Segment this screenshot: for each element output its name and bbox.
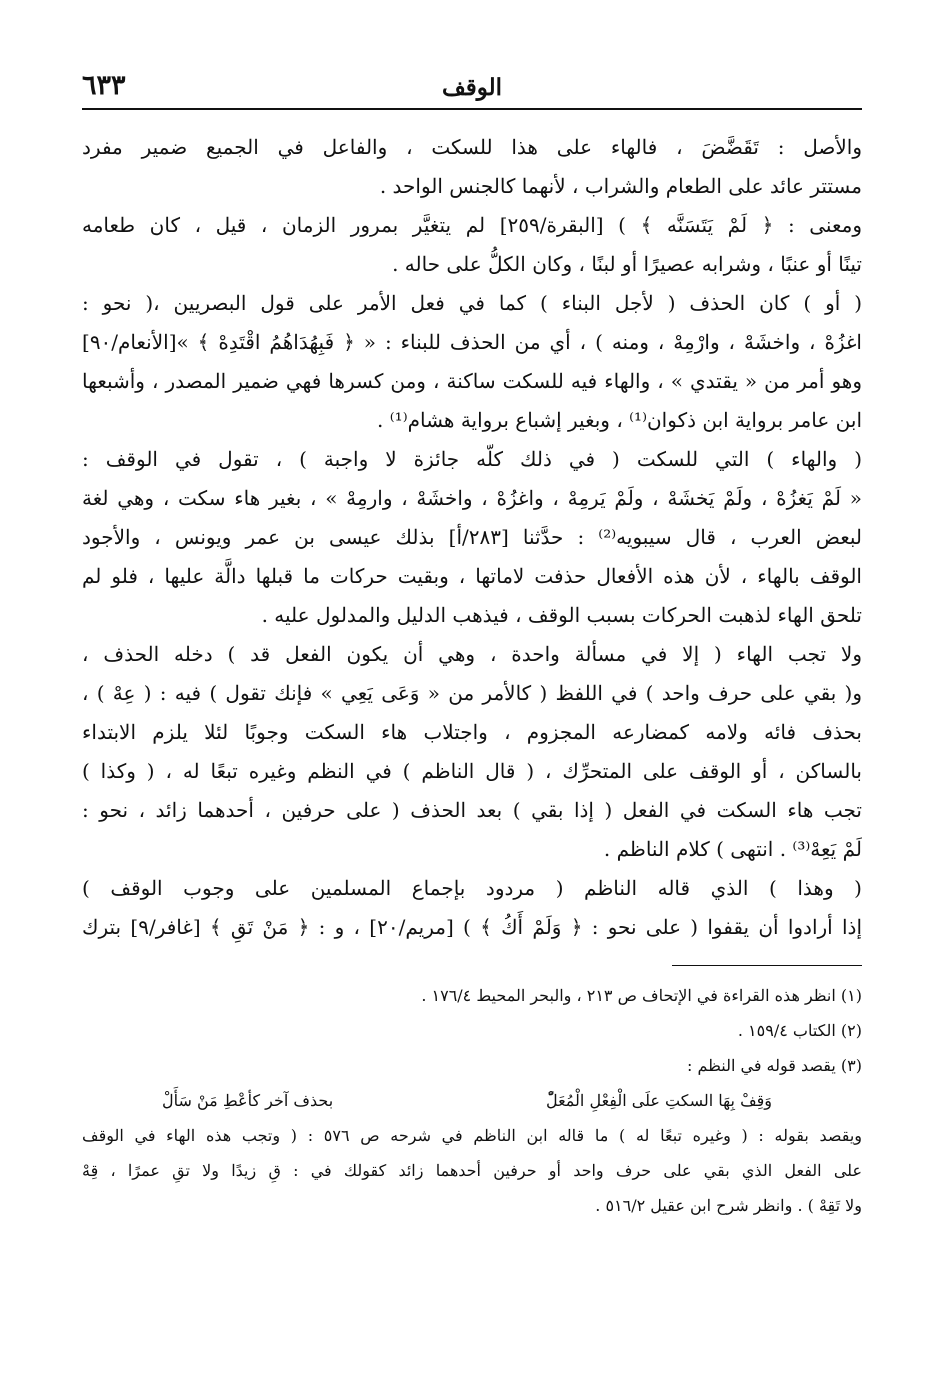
book-page: [82, 62, 862, 1223]
text-line: لَمْ يَعِهْ⁽³⁾ . انتهى ) كلام الناظم .: [603, 837, 862, 861]
text-line: بحذف فائه ولامه كمضارعه المجزوم ، واجتلاب هاء السكت وجوبًا لئلا يلزم الابتداء: [82, 720, 862, 744]
text-line: ومعنى : ﴿ لَمْ يَتَسَنَّه ﴾ ) [البقرة/٢٥٩] لم يتغيَّر بمرور الزمان ، قيل ، كان طعامه: [82, 213, 862, 237]
text-line: إذا أرادوا أن يقفوا ( على نحو : ﴿ وَلَمْ أَكُ ﴾ ) [مريم/٢٠] ، و : ﴿ مَنْ تَقِ ﴾ [غافر/٩] بترك: [82, 915, 862, 939]
poem-verse: [82, 1083, 862, 1118]
footnote-line: على الفعل الذي بقي على حرف واحد أو حرفين أحدهما زائد كقولك في : قِ زيدًا ولا تقِ عمرًا ، قِهْ: [82, 1161, 862, 1180]
text-line: ( وهذا ) الذي قاله الناظم ( مردود بإجماع المسلمين على وجوب الوقف ): [82, 876, 862, 900]
text-line: ( والهاء ) التي للسكت ( في ذلك كلّه جائزة لا واجبة ) ، تقول في الوقف :: [82, 447, 862, 471]
footnote-separator: [672, 965, 862, 966]
main-text: [82, 128, 862, 947]
footnotes: [82, 978, 862, 1223]
text-line: والأصل : تَقَضَّضَ ، فالهاء على هذا للسكت ، والفاعل في الجميع ضمير مفرد: [82, 135, 862, 159]
text-line: ابن عامر برواية ابن ذكوان⁽¹⁾ ، وبغير إشباع برواية هشام⁽¹⁾ .: [377, 408, 862, 432]
text-line: تينًا أو عنبًا ، وشرابه عصيرًا أو لبنًا ، وكان الكلُّ على حاله .: [392, 252, 862, 276]
text-line: ولا تجب الهاء ( إلا في مسألة واحدة ، وهي أن يكون الفعل قد ) دخله الحذف ،: [82, 642, 862, 666]
text-line: الوقف بالهاء ، لأن هذه الأفعال حذفت لاماتها ، وبقيت حركات ما قبلها دالَّة عليها ، فلو لم: [82, 564, 862, 588]
text-line: لبعض العرب ، قال سيبويه⁽²⁾ : حدَّثنا [٢٨٣/أ] بذلك عيسى بن عمر ويونس ، والأجود: [82, 525, 862, 549]
footnote-3: (٣) يقصد قوله في النظم :: [687, 1056, 862, 1075]
verse-first-half: وَقِفْ بِهَا السكتِ علَى الْفِعْلِ الْمُعَلّْ: [545, 1091, 772, 1110]
text-line: تجب هاء السكت في الفعل ( إذا بقي ) بعد الحذف ( على حرفين ، أحدهما زائد ، نحو :: [82, 798, 862, 822]
verse-second-half: بحذف آخر كأعْطِ مَنْ سَأَلْ: [162, 1091, 334, 1110]
text-line: و( بقي على حرف واحد ) في اللفظ ( كالأمر من « وَعَى يَعِي » فإنك تقول ) فيه : ( عِهْ ) ،: [82, 681, 862, 705]
chapter-title: الوقف: [441, 74, 503, 101]
footnote-line: ولا تَقِهْ ) . وانظر شرح ابن عقيل ٥١٦/٢ .: [595, 1196, 862, 1215]
footnote-1: (١) انظر هذه القراءة في الإتحاف ص ٢١٣ ، والبحر المحيط ١٧٦/٤ .: [421, 986, 862, 1005]
page-number: ٦٣٣: [82, 70, 126, 101]
page-header: [82, 62, 862, 110]
footnote-line: ويقصد بقوله : ( وغيره تبعًا له ) ما قاله ابن الناظم في شرحه ص ٥٧٦ : ( وتجب هذه الهاء في الوقف: [82, 1126, 862, 1145]
text-line: وهو أمر من « يقتدي » ، والهاء فيه للسكت ساكنة ، ومن كسرها فهي ضمير المصدر ، وأشبعها: [82, 369, 862, 393]
footnote-2: (٢) الكتاب ١٥٩/٤ .: [737, 1021, 862, 1040]
text-line: مستتر عائد على الطعام والشراب ، لأنهما كالجنس الواحد .: [379, 174, 862, 198]
text-line: اغزُهْ ، واخشَهْ ، وارْمِهْ ، ومنه ) ، أي من الحذف للبناء : « ﴿ فَبِهُدَاهُمُ اقْتَدِهْ ﴾ »[الأنعام/٩٠]: [82, 330, 862, 354]
text-line: « لَمْ يَغزُهْ ، ولَمْ يَخشَهْ ، ولَمْ يَرمِهْ ، واغزُهْ ، واخشَهْ ، وارمِهْ » ، بغير هاء سكت ، وهي لغة: [82, 486, 862, 510]
text-line: ( أو ) كان الحذف ( لأجل البناء ) كما في فعل الأمر على قول البصريين ،( نحو :: [82, 291, 862, 315]
text-line: تلحق الهاء لذهبت الحركات بسبب الوقف ، فيذهب الدليل والمدلول عليه .: [261, 603, 862, 627]
text-line: بالساكن ، أو الوقف على المتحرِّك ، ( قال الناظم ) في النظم وغيره تبعًا له ، ( وكذا ): [82, 759, 862, 783]
